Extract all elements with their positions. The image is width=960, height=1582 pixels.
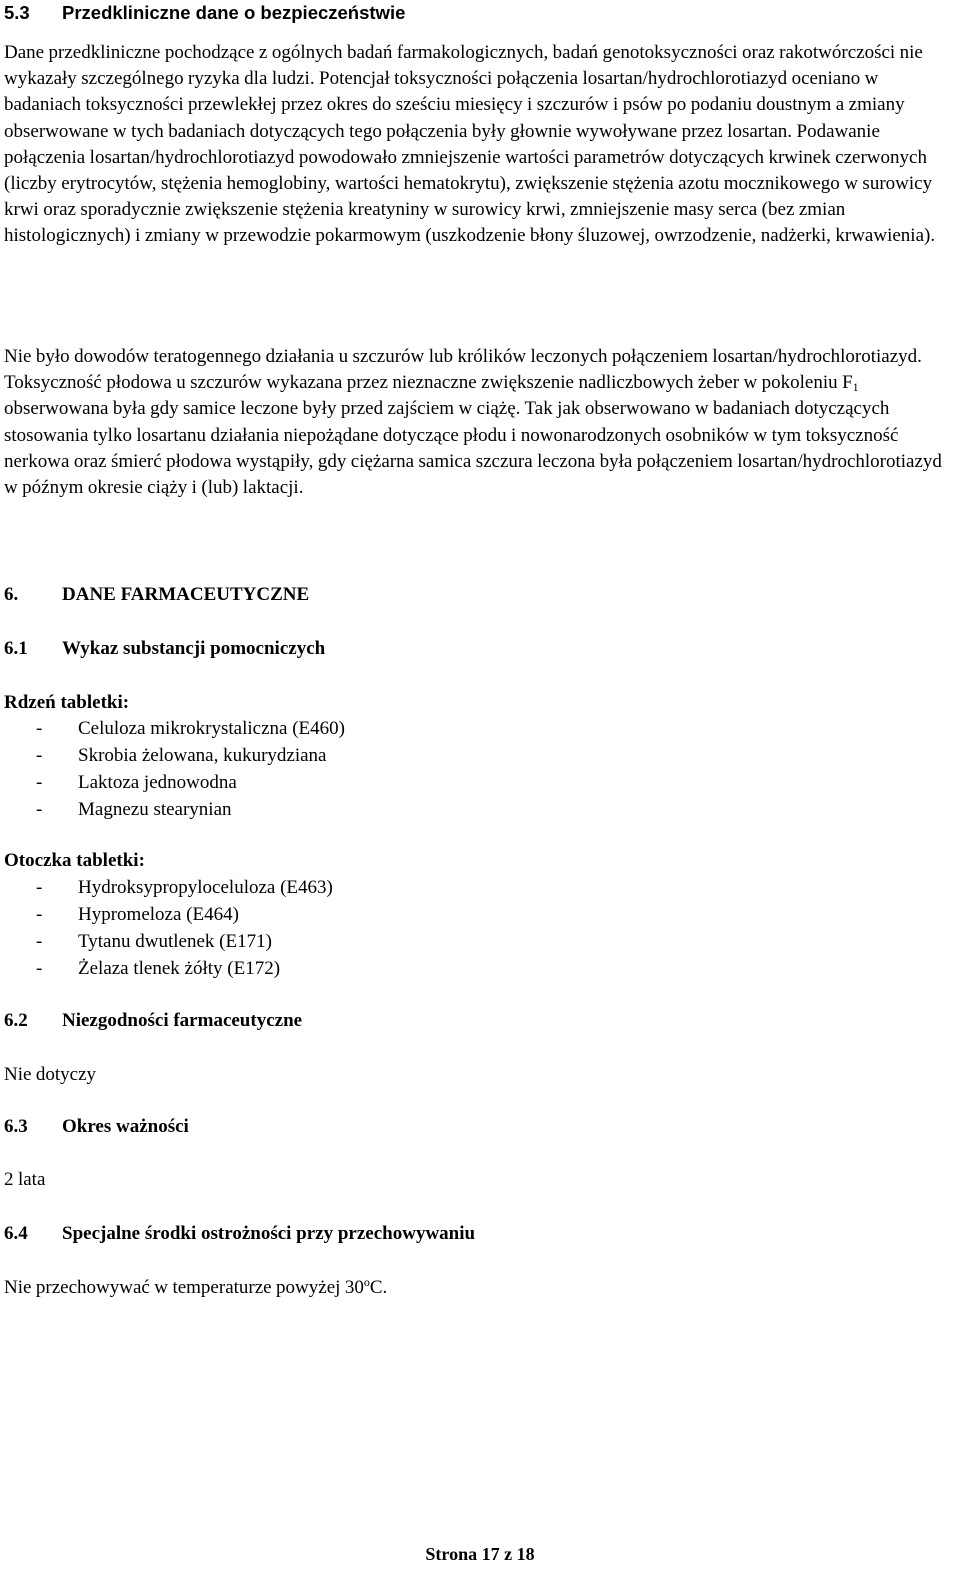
list-item	[4, 928, 952, 955]
dash-marker: -	[36, 877, 43, 898]
list-item	[4, 769, 952, 796]
section-title: Przedkliniczne dane o bezpieczeństwie	[62, 2, 406, 23]
section-title: DANE FARMACEUTYCZNE	[62, 584, 310, 605]
dash-marker: -	[36, 772, 43, 793]
list-item	[4, 874, 952, 901]
section-6-4-text	[4, 1275, 952, 1301]
section-6-2-text: Nie dotyczy	[4, 1064, 97, 1085]
section-heading-6	[4, 582, 952, 608]
section-heading-6-2	[4, 1008, 952, 1034]
section-number: 6.4	[4, 1223, 28, 1244]
list-item-text: Laktoza jednowodna	[78, 772, 237, 793]
dash-marker: -	[36, 904, 43, 925]
section-number: 6.3	[4, 1116, 28, 1137]
section-heading-6-3	[4, 1114, 952, 1140]
page-footer: Strona 17 z 18	[425, 1544, 535, 1564]
list-item-text: Hydroksypropyloceluloza (E463)	[78, 877, 333, 898]
paragraph-text: obserwowana była gdy samice leczone były przed zajściem w ciążę. Tak jak obserwowano w badaniach dotyczących stosowania tylko losartanu działania niepożądane dotyczące płodu i nowonarodzonych osobników w tym toksyczność nerkowa oraz śmierć płodowa wystąpiły, gdy ciężarna samica szczura leczona była połączeniem losartan/hydrochlorotiazyd w późnym okresie ciąży i (lub) laktacji.	[4, 398, 942, 499]
list-item	[4, 715, 952, 742]
section-title: Niezgodności farmaceutyczne	[62, 1010, 303, 1031]
paragraph-preclinical-2	[4, 344, 952, 501]
coating-label: Otoczka tabletki:	[4, 850, 145, 871]
list-item	[4, 796, 952, 823]
dash-marker: -	[36, 958, 43, 979]
degree-superscript: o	[363, 1275, 370, 1289]
section-title: Okres ważności	[62, 1116, 189, 1137]
subscript: 1	[852, 380, 859, 395]
section-heading-6-1	[4, 636, 952, 662]
list-item-text: Tytanu dwutlenek (E171)	[78, 931, 272, 952]
section-number: 6.	[4, 584, 19, 605]
section-number: 6.1	[4, 638, 28, 659]
list-item-text: Skrobia żelowana, kukurydziana	[78, 745, 327, 766]
list-item	[4, 742, 952, 769]
core-excipient-list	[4, 715, 952, 823]
section-title: Wykaz substancji pomocniczych	[62, 638, 326, 659]
list-item-text: Żelaza tlenek żółty (E172)	[78, 958, 281, 979]
section-heading-6-4	[4, 1221, 952, 1247]
dash-marker: -	[36, 718, 43, 739]
storage-text-unit: C.	[369, 1277, 388, 1298]
list-item-text: Celuloza mikrokrystaliczna (E460)	[78, 718, 345, 739]
coating-excipient-list	[4, 874, 952, 982]
list-item	[4, 901, 952, 928]
dash-marker: -	[36, 799, 43, 820]
section-6-3-text: 2 lata	[4, 1169, 46, 1190]
dash-marker: -	[36, 931, 43, 952]
list-item-text: Hypromeloza (E464)	[78, 904, 239, 925]
section-title: Specjalne środki ostrożności przy przechowywaniu	[62, 1223, 476, 1244]
section-number: 6.2	[4, 1010, 28, 1031]
list-item	[4, 955, 952, 982]
dash-marker: -	[36, 745, 43, 766]
core-label: Rdzeń tabletki:	[4, 692, 130, 713]
paragraph-preclinical-1: Dane przedkliniczne pochodzące z ogólnych badań farmakologicznych, badań genotoksyczności oraz rakotwórczości nie wykazały szczególnego ryzyka dla ludzi. Potencjał toksyczności połączenia losartan/hydrochlorotiazyd oceniano w badaniach toksyczności przewlekłej przez okres do sześciu miesięcy i szczurów i psów po podaniu doustnym a zmiany obserwowane w tych badaniach dotyczących tego połączenia były głownie wywoływane przez losartan. Podawanie połączenia losartan/hydrochlorotiazyd powodowało zmniejszenie wartości parametrów dotyczących krwinek czerwonych (liczby erytrocytów, stężenia hemoglobiny, wartości hematokrytu), zwiększenie stężenia azotu mocznikowego w surowicy krwi oraz sporadycznie zwiększenie stężenia kreatyniny w surowicy krwi, zmniejszenie masy serca (bez zmian histologicznych) i zmiany w przewodzie pokarmowym (uszkodzenie błony śluzowej, owrzodzenie, nadżerki, krwawienia).	[4, 42, 936, 247]
paragraph-text: Nie było dowodów teratogennego działania u szczurów lub królików leczonych połączeniem losartan/hydrochlorotiazyd. Toksyczność płodowa u szczurów wykazana przez nieznaczne zwiększenie nadliczbowych żeber w pokoleniu F	[4, 346, 922, 394]
list-item-text: Magnezu stearynian	[78, 799, 232, 820]
section-heading-5-3	[4, 0, 405, 26]
storage-text: Nie przechowywać w temperaturze powyżej 30	[4, 1277, 364, 1298]
section-number: 5.3	[4, 2, 30, 23]
